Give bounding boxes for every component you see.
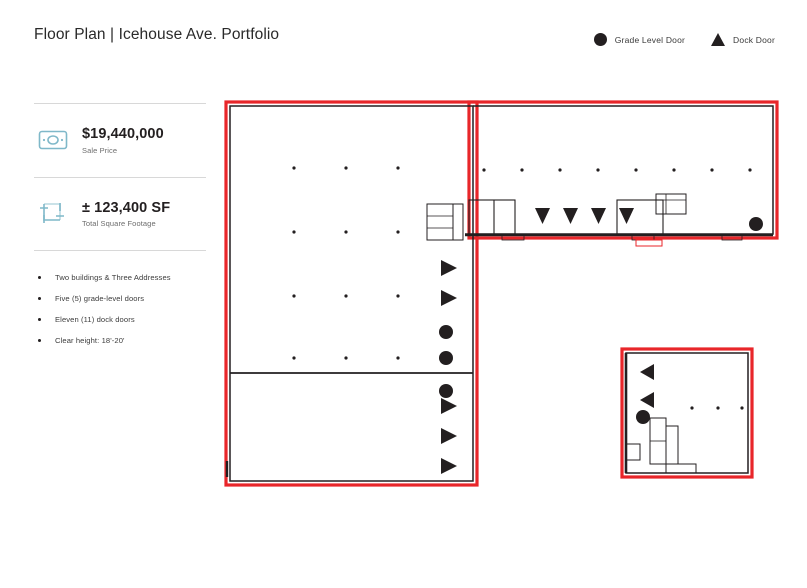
triangle-icon (711, 33, 725, 46)
floor-plan-drawing (222, 96, 782, 496)
list-item: Five (5) grade-level doors (34, 294, 206, 303)
area-icon (38, 201, 68, 227)
list-item: Two buildings & Three Addresses (34, 273, 206, 282)
legend-item-dock-door (711, 33, 775, 46)
divider-bottom (34, 250, 206, 251)
stat-sale-price-text (82, 126, 164, 155)
legend-label-grade-level-door: Grade Level Door (614, 34, 686, 45)
list-item: Clear height: 18'-20' (34, 336, 206, 345)
circle-icon (594, 33, 607, 46)
stat-sale-price (34, 104, 206, 177)
legend-label-dock-door: Dock Door (733, 34, 775, 45)
stat-square-footage-value: ± 123,400 SF (82, 199, 171, 216)
stat-square-footage-caption: Total Square Footage (82, 219, 156, 229)
stat-sale-price-caption: Sale Price (82, 145, 118, 155)
legend-item-grade-level-door (594, 33, 685, 46)
info-column (34, 103, 206, 357)
stat-square-footage-text (82, 200, 170, 229)
list-item: Eleven (11) dock doors (34, 315, 206, 324)
highlights-list (34, 273, 206, 345)
legend (594, 33, 775, 46)
money-icon (38, 127, 68, 153)
stat-sale-price-value: $19,440,000 (82, 126, 164, 142)
stat-square-footage (34, 178, 206, 251)
page-title: Floor Plan | Icehouse Ave. Portfolio (34, 26, 280, 43)
